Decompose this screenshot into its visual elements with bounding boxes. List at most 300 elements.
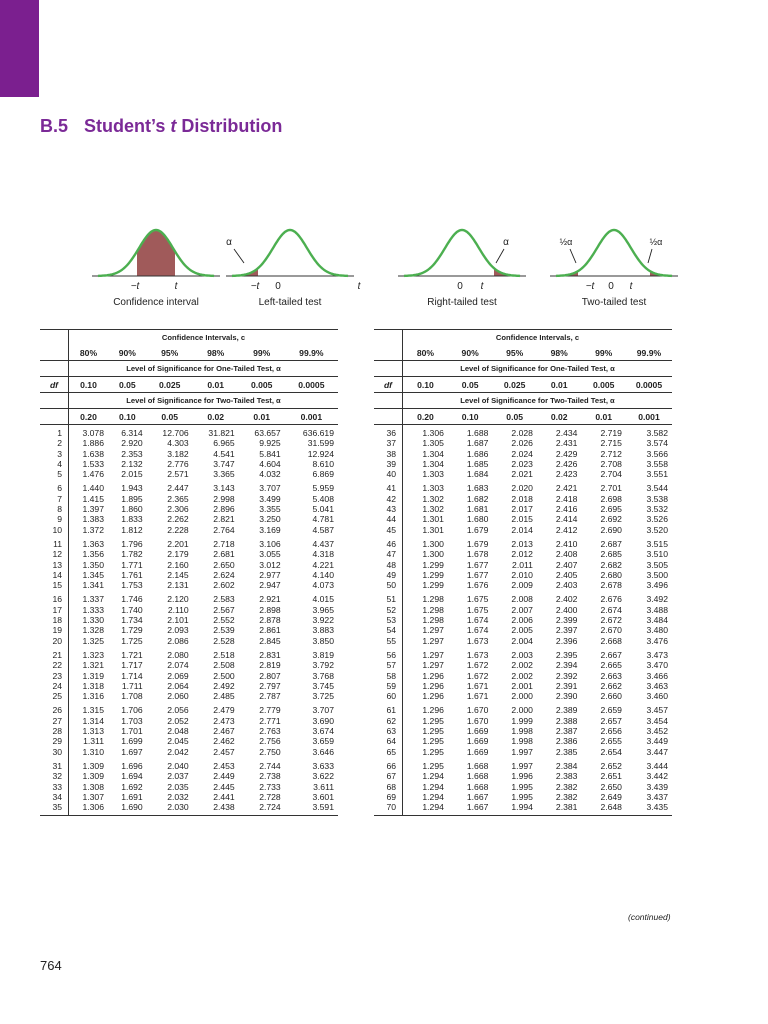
table-row	[374, 671, 672, 681]
df-value: 48	[374, 560, 403, 570]
df-value: 13	[40, 560, 69, 570]
one-tailed-header: Level of Significance for One-Tailed Test, α	[403, 361, 673, 377]
critical-value: 3.633	[312, 760, 334, 771]
critical-value: 2.807	[259, 670, 281, 681]
critical-value: 2.045	[167, 736, 189, 747]
critical-value: 1.995	[511, 781, 533, 792]
critical-value: 2.674	[600, 604, 622, 615]
critical-value: 2.056	[167, 705, 189, 716]
confidence-level: 80%	[69, 345, 108, 361]
critical-value: 1.295	[422, 736, 444, 747]
label-alpha: α	[226, 237, 232, 248]
table-row	[40, 792, 338, 802]
critical-value: 2.660	[600, 691, 622, 702]
critical-value: 1.341	[82, 580, 104, 591]
table-row	[40, 747, 338, 757]
df-value: 12	[40, 549, 69, 559]
diagram-caption: Left-tailed test	[258, 297, 322, 308]
distribution-diagrams	[0, 225, 768, 315]
critical-value: 2.012	[511, 549, 533, 560]
df-value: 58	[374, 671, 403, 681]
critical-value: 2.000	[511, 691, 533, 702]
table-row	[374, 757, 672, 771]
critical-value: 1.746	[121, 594, 143, 605]
critical-value: 2.382	[555, 791, 578, 802]
critical-value: 2.052	[167, 715, 189, 726]
critical-value: 1.690	[108, 802, 147, 816]
critical-value: 2.014	[511, 524, 533, 535]
critical-value: 1.721	[121, 649, 143, 660]
critical-value: 2.571	[167, 469, 189, 480]
critical-value: 2.388	[555, 715, 578, 726]
critical-value: 1.860	[121, 504, 143, 515]
df-value: 17	[40, 605, 69, 615]
critical-value: 3.725	[312, 691, 334, 702]
critical-value: 2.659	[600, 705, 622, 716]
critical-value: 2.387	[555, 726, 578, 737]
shaded-region	[137, 230, 175, 276]
critical-value: 1.295	[422, 746, 444, 757]
table-row	[374, 504, 672, 514]
critical-value: 4.303	[167, 438, 189, 449]
critical-value: 3.566	[646, 448, 668, 459]
critical-value: 2.110	[167, 604, 189, 615]
confidence-level: 98%	[193, 345, 239, 361]
critical-value: 2.552	[213, 615, 235, 626]
df-value: 64	[374, 736, 403, 746]
critical-value: 2.676	[600, 594, 622, 605]
critical-value: 63.657	[254, 428, 281, 438]
critical-value: 1.476	[82, 469, 104, 480]
critical-value: 3.883	[312, 625, 334, 636]
critical-value: 2.179	[167, 549, 189, 560]
critical-value: 1.677	[466, 569, 489, 580]
critical-value: 3.444	[646, 760, 668, 771]
diagram-caption: Two-tailed test	[581, 297, 647, 308]
critical-value: 2.719	[600, 428, 622, 438]
critical-value: 1.714	[121, 670, 143, 681]
critical-value: 1.682	[466, 493, 489, 504]
critical-value: 3.582	[646, 428, 668, 438]
critical-value: 1.296	[422, 680, 444, 691]
critical-value: 2.074	[167, 660, 189, 671]
table-row	[40, 605, 338, 615]
table-row	[40, 469, 338, 479]
critical-value: 2.201	[167, 538, 189, 549]
one-tailed-alpha: 0.0005	[285, 377, 338, 393]
critical-value: 1.356	[82, 549, 104, 560]
critical-value: 1.997	[511, 760, 533, 771]
critical-value: 1.675	[466, 604, 489, 615]
confidence-level: 90%	[108, 345, 147, 361]
critical-value: 2.898	[259, 604, 281, 615]
critical-value: 2.528	[213, 635, 235, 646]
one-tailed-alpha: 0.005	[239, 377, 285, 393]
critical-value: 1.796	[121, 538, 143, 549]
critical-value: 2.650	[213, 559, 235, 570]
critical-value: 2.397	[555, 625, 578, 636]
critical-value: 1.996	[511, 771, 533, 782]
critical-value: 2.453	[213, 760, 235, 771]
table-row	[40, 802, 338, 816]
critical-value: 2.441	[213, 791, 235, 802]
critical-value: 2.060	[167, 691, 189, 702]
critical-value: 3.558	[646, 458, 668, 469]
table-row	[40, 757, 338, 771]
table-row	[374, 525, 672, 535]
critical-value: 3.515	[646, 538, 668, 549]
critical-value: 1.319	[82, 670, 104, 681]
critical-value: 3.745	[312, 680, 334, 691]
confidence-header: Confidence Intervals, c	[403, 330, 673, 346]
critical-value: 1.298	[422, 594, 444, 605]
df-value: 65	[374, 747, 403, 757]
critical-value: 4.781	[312, 514, 334, 525]
critical-value: 2.009	[511, 580, 533, 591]
critical-value: 1.671	[466, 680, 489, 691]
critical-value: 1.668	[466, 771, 489, 782]
critical-value: 3.674	[312, 726, 334, 737]
confidence-level: 99%	[239, 345, 285, 361]
critical-value: 1.533	[82, 458, 104, 469]
critical-value: 1.998	[511, 726, 533, 737]
critical-value: 1.706	[121, 705, 143, 716]
critical-value: 2.728	[259, 791, 281, 802]
critical-value: 1.295	[422, 726, 444, 737]
critical-value: 1.313	[82, 726, 104, 737]
critical-value: 1.308	[82, 781, 104, 792]
df-value: 20	[40, 636, 69, 646]
critical-value: 3.520	[646, 524, 668, 535]
critical-value: 1.681	[466, 504, 489, 515]
critical-value: 3.574	[646, 438, 668, 449]
critical-value: 2.447	[167, 483, 189, 494]
critical-value: 2.008	[511, 594, 533, 605]
critical-value: 3.473	[646, 649, 668, 660]
confidence-level: 99%	[581, 345, 626, 361]
critical-value: 2.698	[600, 493, 622, 504]
critical-value: 3.169	[259, 524, 281, 535]
two-tailed-alpha: 0.001	[626, 409, 672, 425]
critical-value: 3.447	[646, 746, 668, 757]
critical-value: 2.381	[537, 802, 582, 816]
critical-value: 2.021	[511, 469, 533, 480]
critical-value: 1.306	[422, 428, 444, 438]
df-value: 41	[374, 479, 403, 493]
two-tailed-alpha: 0.001	[285, 409, 338, 425]
critical-value: 1.684	[466, 469, 489, 480]
table-row	[40, 636, 338, 646]
title-prefix: Student’s	[84, 116, 171, 136]
critical-value: 2.410	[555, 538, 578, 549]
critical-value: 1.703	[121, 715, 143, 726]
critical-value: 2.654	[600, 746, 622, 757]
table-row	[40, 438, 338, 448]
critical-value: 2.093	[167, 625, 189, 636]
label-t: t	[480, 281, 484, 292]
critical-value: 2.389	[555, 705, 578, 716]
critical-value: 3.476	[646, 635, 668, 646]
critical-value: 1.673	[466, 649, 489, 660]
section-number: B.5	[40, 116, 69, 136]
df-value: 27	[40, 716, 69, 726]
critical-value: 2.306	[167, 504, 189, 515]
critical-value: 2.668	[600, 635, 622, 646]
df-value: 33	[40, 782, 69, 792]
critical-value: 2.426	[555, 458, 578, 469]
critical-value: 1.300	[422, 538, 444, 549]
label-zero: 0	[608, 281, 614, 292]
critical-value: 2.648	[581, 802, 626, 816]
df-value: 2	[40, 438, 69, 448]
critical-value: 2.414	[555, 514, 578, 525]
two-tailed-alpha: 0.02	[537, 409, 582, 425]
table-row	[40, 494, 338, 504]
critical-value: 4.015	[312, 594, 334, 605]
table-row	[374, 605, 672, 615]
critical-value: 2.449	[213, 771, 235, 782]
critical-value: 2.002	[511, 670, 533, 681]
t-table-right	[374, 329, 672, 816]
table-row	[40, 514, 338, 524]
critical-value: 1.305	[422, 438, 444, 449]
df-value: 38	[374, 449, 403, 459]
critical-value: 3.622	[312, 771, 334, 782]
critical-value: 1.753	[121, 580, 143, 591]
critical-value: 2.010	[511, 569, 533, 580]
critical-value: 2.438	[193, 802, 239, 816]
critical-value: 1.676	[466, 580, 489, 591]
critical-value: 2.712	[600, 448, 622, 459]
df-value: 1	[40, 425, 69, 439]
critical-value: 2.682	[600, 559, 622, 570]
critical-value: 3.544	[646, 483, 668, 494]
critical-value: 1.697	[121, 746, 143, 757]
critical-value: 1.672	[466, 670, 489, 681]
critical-value: 1.680	[466, 514, 489, 525]
critical-value: 1.295	[422, 760, 444, 771]
critical-value: 2.145	[167, 569, 189, 580]
one-tailed-alpha: 0.025	[492, 377, 537, 393]
critical-value: 3.470	[646, 660, 668, 671]
critical-value: 1.675	[466, 594, 489, 605]
table-row	[374, 660, 672, 670]
critical-value: 2.040	[167, 760, 189, 771]
critical-value: 2.750	[259, 746, 281, 757]
critical-value: 2.026	[511, 438, 533, 449]
table-row	[40, 671, 338, 681]
critical-value: 1.306	[69, 802, 108, 816]
critical-value: 4.604	[259, 458, 281, 469]
one-tailed-alpha: 0.01	[193, 377, 239, 393]
critical-value: 2.035	[167, 781, 189, 792]
critical-value: 3.850	[312, 635, 334, 646]
critical-value: 2.845	[259, 635, 281, 646]
critical-value: 1.337	[82, 594, 104, 605]
critical-value: 3.182	[167, 448, 189, 459]
table-row	[40, 782, 338, 792]
confidence-level: 99.9%	[626, 345, 672, 361]
critical-value: 2.715	[600, 438, 622, 449]
critical-value: 2.692	[600, 514, 622, 525]
df-value: 7	[40, 494, 69, 504]
critical-value: 3.439	[646, 781, 668, 792]
critical-value: 2.069	[167, 670, 189, 681]
df-value: 32	[40, 771, 69, 781]
critical-value: 1.350	[82, 559, 104, 570]
critical-value: 4.587	[312, 524, 334, 535]
critical-value: 1.309	[82, 760, 104, 771]
label-alpha: α	[503, 237, 509, 248]
critical-value: 3.510	[646, 549, 668, 560]
critical-value: 2.733	[259, 781, 281, 792]
critical-value: 3.143	[213, 483, 235, 494]
one-tailed-alpha: 0.005	[581, 377, 626, 393]
critical-value: 1.672	[466, 660, 489, 671]
critical-value: 2.738	[259, 771, 281, 782]
critical-value: 5.959	[312, 483, 334, 494]
critical-value: 1.688	[466, 428, 489, 438]
critical-value: 2.819	[259, 660, 281, 671]
critical-value: 1.299	[422, 580, 444, 591]
df-value: 31	[40, 757, 69, 771]
critical-value: 1.668	[466, 781, 489, 792]
table-row	[40, 425, 338, 439]
table-row	[40, 681, 338, 691]
critical-value: 1.295	[422, 715, 444, 726]
critical-value: 2.467	[213, 726, 235, 737]
table-row	[374, 580, 672, 590]
table-row	[374, 681, 672, 691]
table-row	[40, 625, 338, 635]
critical-value: 2.655	[600, 736, 622, 747]
critical-value: 2.030	[147, 802, 193, 816]
critical-value: 2.787	[259, 691, 281, 702]
critical-value: 2.681	[213, 549, 235, 560]
critical-value: 2.567	[213, 604, 235, 615]
critical-value: 3.538	[646, 493, 668, 504]
critical-value: 3.055	[259, 549, 281, 560]
critical-value: 1.372	[82, 524, 104, 535]
two-tailed-diagram	[550, 230, 678, 308]
critical-value: 1.302	[422, 504, 444, 515]
critical-value: 1.729	[121, 625, 143, 636]
critical-value: 2.020	[511, 483, 533, 494]
df-value: 60	[374, 691, 403, 701]
critical-value: 1.679	[466, 524, 489, 535]
two-tailed-alpha: 0.10	[448, 409, 493, 425]
critical-value: 2.017	[511, 504, 533, 515]
critical-value: 2.920	[121, 438, 143, 449]
label-neg-t: −t	[585, 281, 595, 292]
df-value: 66	[374, 757, 403, 771]
critical-value: 2.002	[511, 660, 533, 671]
critical-value: 1.673	[466, 635, 489, 646]
critical-value: 2.665	[600, 660, 622, 671]
critical-value: 5.041	[312, 504, 334, 515]
critical-value: 2.228	[167, 524, 189, 535]
critical-value: 2.037	[167, 771, 189, 782]
critical-value: 3.707	[259, 483, 281, 494]
critical-value: 2.400	[555, 604, 578, 615]
critical-value: 3.747	[213, 458, 235, 469]
critical-value: 1.440	[82, 483, 104, 494]
critical-value: 3.452	[646, 726, 668, 737]
table-row	[40, 570, 338, 580]
label-t: t	[174, 281, 178, 292]
critical-value: 2.392	[555, 670, 578, 681]
critical-value: 1.303	[422, 469, 444, 480]
critical-value: 2.479	[213, 705, 235, 716]
one-tailed-alpha: 0.05	[448, 377, 493, 393]
critical-value: 2.650	[600, 781, 622, 792]
df-value: 62	[374, 716, 403, 726]
critical-value: 1.333	[82, 604, 104, 615]
one-tailed-alpha: 0.10	[403, 377, 448, 393]
table-row	[374, 494, 672, 504]
critical-value: 2.776	[167, 458, 189, 469]
critical-value: 2.797	[259, 680, 281, 691]
critical-value: 2.690	[600, 524, 622, 535]
critical-value: 2.011	[512, 559, 533, 570]
critical-value: 3.819	[312, 649, 334, 660]
critical-value: 1.328	[82, 625, 104, 636]
critical-value: 2.423	[555, 469, 578, 480]
critical-value: 1.725	[121, 635, 143, 646]
table-row	[374, 570, 672, 580]
critical-value: 1.294	[422, 781, 444, 792]
table-row	[374, 747, 672, 757]
critical-value: 1.670	[466, 705, 489, 716]
critical-value: 2.998	[213, 493, 235, 504]
critical-value: 3.551	[646, 469, 668, 480]
critical-value: 1.691	[121, 791, 143, 802]
critical-value: 2.421	[555, 483, 578, 494]
two-tailed-alpha: 0.01	[239, 409, 285, 425]
table-row	[374, 691, 672, 701]
critical-value: 2.434	[555, 428, 578, 438]
critical-value: 1.316	[82, 691, 104, 702]
df-value: 49	[374, 570, 403, 580]
critical-value: 1.298	[422, 615, 444, 626]
critical-value: 2.821	[213, 514, 235, 525]
critical-value: 1.674	[466, 615, 489, 626]
table-row	[374, 535, 672, 549]
table-row	[374, 590, 672, 604]
critical-value: 2.651	[600, 771, 622, 782]
critical-value: 1.995	[511, 791, 533, 802]
critical-value: 1.311	[83, 736, 104, 747]
critical-value: 2.120	[167, 594, 189, 605]
critical-value: 1.683	[466, 483, 489, 494]
critical-value: 2.403	[555, 580, 578, 591]
critical-value: 2.704	[600, 469, 622, 480]
critical-value: 1.323	[82, 649, 104, 660]
critical-value: 1.678	[466, 549, 489, 560]
df-value: 22	[40, 660, 69, 670]
two-tailed-alpha: 0.01	[581, 409, 626, 425]
critical-value: 2.657	[600, 715, 622, 726]
critical-value: 2.701	[600, 483, 622, 494]
table-row	[40, 535, 338, 549]
critical-value: 3.457	[646, 705, 668, 716]
df-value: 9	[40, 514, 69, 524]
critical-value: 8.610	[312, 458, 334, 469]
label-half-alpha: ½α	[559, 237, 573, 247]
critical-value: 2.000	[511, 705, 533, 716]
critical-value: 2.652	[600, 760, 622, 771]
confidence-level: 95%	[147, 345, 193, 361]
